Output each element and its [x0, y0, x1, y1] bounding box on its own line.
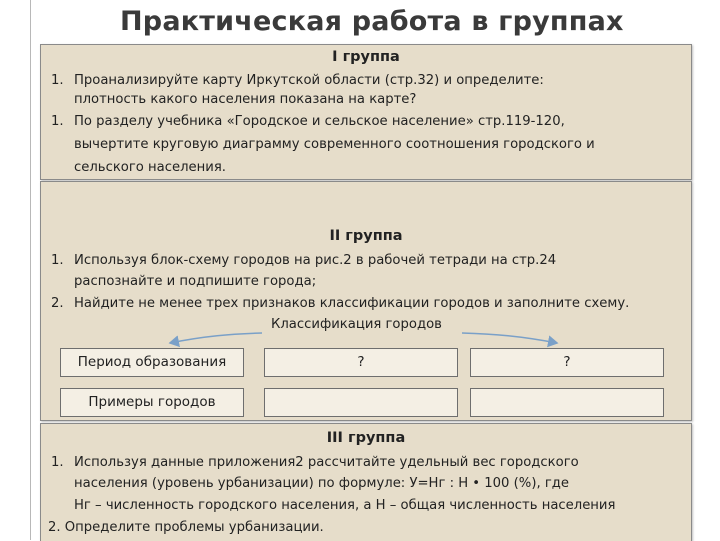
group-2-heading: II группа — [329, 228, 403, 244]
arrow-right — [462, 333, 557, 343]
group-1-item-1-line-1: Проанализируйте карту Иркутской области (стр.32) и определите: — [74, 73, 544, 88]
group-2-item-2-line-1: Найдите не менее трех признаков классификации городов и заполните схему. — [74, 296, 630, 311]
group-2-item-1-line-1: Используя блок-схему городов на рис.2 в рабочей тетради на стр.24 — [74, 253, 557, 268]
box-empty-2 — [470, 388, 664, 417]
arrow-left — [170, 333, 262, 343]
group-1-item-2-line-3: сельского населения. — [74, 160, 226, 175]
group-3-item-1-line-1: Используя данные приложения2 рассчитайте удельный вес городского — [74, 455, 579, 470]
scheme-title: Классификация городов — [271, 317, 442, 332]
group-1-item-1-line-2: плотность какого населения показана на карте? — [74, 92, 417, 107]
box-period-of-formation: Период образования — [60, 348, 244, 377]
box-city-examples: Примеры городов — [60, 388, 244, 417]
group-3-item-2-line-1: 2. Определите проблемы урбанизации. — [48, 520, 324, 535]
group-1-item-2-line-2: вычертите круговую диаграмму современного соотношения городского и — [74, 137, 595, 152]
group-2-item-2-number: 2. — [51, 296, 64, 311]
box-question-1: ? — [264, 348, 458, 377]
slide-title: Практическая работа в группах — [120, 6, 624, 37]
group-3-item-1-number: 1. — [51, 455, 64, 470]
group-2-item-1-number: 1. — [51, 253, 64, 268]
box-question-2: ? — [470, 348, 664, 377]
group-1-item-1-number: 1. — [51, 73, 64, 88]
group-1-item-2-line-1: По разделу учебника «Городское и сельское население» стр.119-120, — [74, 114, 565, 129]
group-1-heading: I группа — [332, 49, 400, 65]
group-3-item-1-line-3: Нг – численность городского населения, а Н – общая численность населения — [74, 498, 616, 513]
group-1-item-2-number: 1. — [51, 114, 64, 129]
group-3-heading: III группа — [326, 430, 406, 446]
box-empty-1 — [264, 388, 458, 417]
group-2-item-1-line-2: распознайте и подпишите города; — [74, 274, 317, 289]
group-3-item-1-line-2: населения (уровень урбанизации) по формуле: У=Нг : Н • 100 (%), где — [74, 476, 570, 491]
